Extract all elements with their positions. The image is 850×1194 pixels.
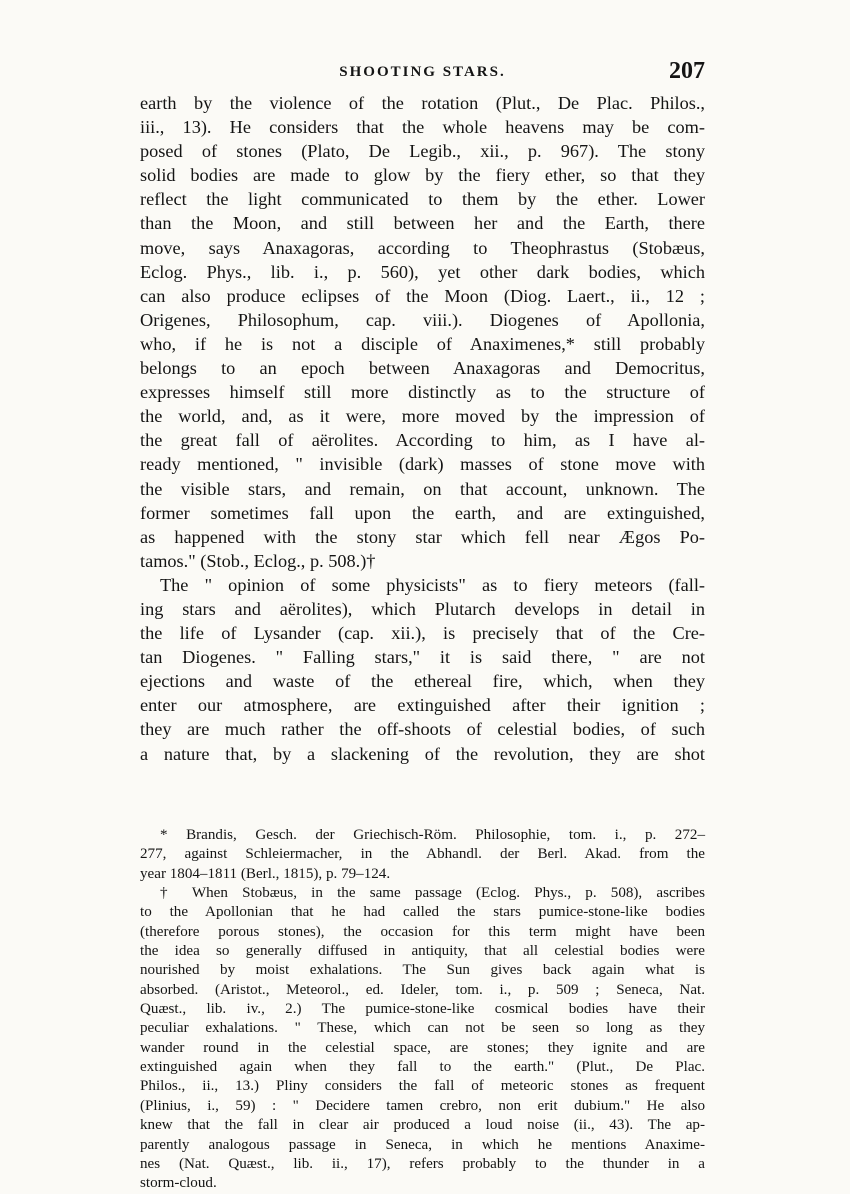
text-line: than the Moon, and still between her and the Earth, there bbox=[140, 213, 705, 234]
footnote-line: storm-cloud. bbox=[140, 1175, 217, 1192]
text-line: tan Diogenes. " Falling stars," it is said there, " are not bbox=[140, 647, 705, 668]
footnote-line: (Plinius, i., 59) : " Decidere tamen crebro, non erit dubium." He also bbox=[140, 1097, 705, 1114]
running-title: SHOOTING STARS. bbox=[339, 64, 506, 80]
footnote-line: † When Stobæus, in the same passage (Eclog. Phys., p. 508), ascribes bbox=[160, 885, 705, 902]
text-line: can also produce eclipses of the Moon (Diog. Laert., ii., 12 ; bbox=[140, 285, 705, 306]
text-line: the visible stars, and remain, on that account, unknown. The bbox=[140, 478, 705, 499]
footnote-line: knew that the fall in clear air produced a loud noise (ii., 43). The ap- bbox=[140, 1117, 705, 1134]
footnote-line: to the Apollonian that he had called the stars pumice-stone-like bodies bbox=[140, 904, 705, 921]
text-line: the great fall of aërolites. According to him, as I have al- bbox=[140, 430, 705, 451]
footnote-line: Quæst., lib. iv., 2.) The pumice-stone-like cosmical bodies have their bbox=[140, 1001, 705, 1018]
footnote-line: wander round in the celestial space, are stones; they ignite and are bbox=[140, 1039, 705, 1056]
footnote-line: nes (Nat. Quæst., lib. ii., 17), refers probably to the thunder in a bbox=[140, 1155, 705, 1172]
footnote-line: absorbed. (Aristot., Meteorol., ed. Ideler, tom. i., p. 509 ; Seneca, Nat. bbox=[140, 981, 705, 998]
text-line: ejections and waste of the ethereal fire, which, when they bbox=[140, 671, 705, 692]
page-number: 207 bbox=[669, 58, 705, 84]
text-line: belongs to an epoch between Anaxagoras and Democritus, bbox=[140, 358, 705, 379]
text-line: Origenes, Philosophum, cap. viii.). Diogenes of Apollonia, bbox=[140, 309, 705, 330]
text-line: who, if he is not a disciple of Anaximenes,* still probably bbox=[140, 333, 705, 354]
footnote-line: the idea so generally diffused in antiquity, that all celestial bodies were bbox=[140, 943, 705, 960]
text-line: The " opinion of some physicists" as to fiery meteors (fall- bbox=[160, 574, 705, 595]
page-header bbox=[140, 58, 705, 88]
text-line: solid bodies are made to glow by the fiery ether, so that they bbox=[140, 165, 705, 186]
text-line: reflect the light communicated to them by the ether. Lower bbox=[140, 189, 705, 210]
text-line: tamos." (Stob., Eclog., p. 508.)† bbox=[140, 550, 376, 571]
footnote-line: extinguished again when they fall to the earth." (Plut., De Plac. bbox=[140, 1059, 705, 1076]
footnote-line: * Brandis, Gesch. der Griechisch-Röm. Philosophie, tom. i., p. 272– bbox=[160, 827, 705, 843]
text-line: enter our atmosphere, are extinguished after their ignition ; bbox=[140, 695, 705, 716]
main-text bbox=[140, 91, 705, 766]
text-line: a nature that, by a slackening of the revolution, they are shot bbox=[140, 743, 705, 764]
text-line: as happened with the stony star which fell near Ægos Po- bbox=[140, 526, 705, 547]
text-line: posed of stones (Plato, De Legib., xii., p. 967). The stony bbox=[140, 141, 705, 162]
text-line: earth by the violence of the rotation (Plut., De Plac. Philos., bbox=[140, 93, 705, 113]
footnote-line: peculiar exhalations. " These, which can not be seen so long as they bbox=[140, 1020, 705, 1037]
footnote-line: 277, against Schleiermacher, in the Abhandl. der Berl. Akad. from the bbox=[140, 846, 705, 863]
text-line: the world, and, as it were, more moved by the impression of bbox=[140, 406, 705, 427]
text-line: iii., 13). He considers that the whole heavens may be com- bbox=[140, 117, 705, 138]
text-line: expresses himself still more distinctly as to the structure of bbox=[140, 382, 705, 403]
footnotes bbox=[140, 826, 705, 1194]
text-line: Eclog. Phys., lib. i., p. 560), yet other dark bodies, which bbox=[140, 261, 705, 282]
footnote-line: (therefore porous stones), the occasion for this term might have been bbox=[140, 923, 705, 940]
footnote-line: Philos., ii., 13.) Pliny considers the fall of meteoric stones as frequent bbox=[140, 1078, 705, 1095]
text-line: ing stars and aërolites), which Plutarch develops in detail in bbox=[140, 598, 705, 619]
text-line: move, says Anaxagoras, according to Theophrastus (Stobæus, bbox=[140, 237, 705, 258]
text-line: they are much rather the off-shoots of celestial bodies, of such bbox=[140, 719, 705, 740]
text-line: former sometimes fall upon the earth, and are extinguished, bbox=[140, 502, 705, 523]
footnote-line: nourished by moist exhalations. The Sun gives back again what is bbox=[140, 962, 705, 979]
text-line: the life of Lysander (cap. xii.), is precisely that of the Cre- bbox=[140, 623, 705, 644]
footnote-line: year 1804–1811 (Berl., 1815), p. 79–124. bbox=[140, 865, 391, 882]
footnote-line: parently analogous passage in Seneca, in which he mentions Anaxime- bbox=[140, 1136, 705, 1153]
text-line: ready mentioned, " invisible (dark) masses of stone move with bbox=[140, 454, 705, 475]
